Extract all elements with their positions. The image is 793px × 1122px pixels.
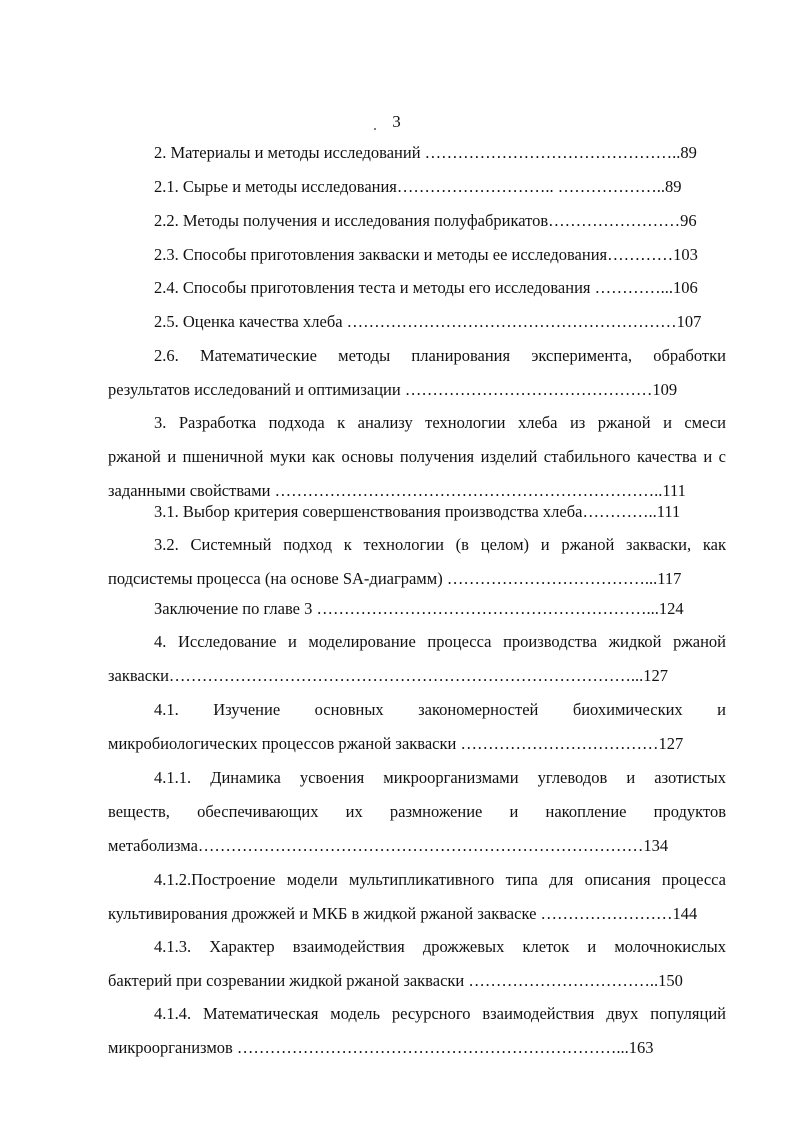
- toc-line: метаболизма………………………………………………………………………134: [108, 836, 669, 855]
- toc-line: 2.5. Оценка качества хлеба ……………………………………………………107: [154, 312, 702, 331]
- toc-entry-2-2: [108, 204, 726, 238]
- scan-speck: [374, 128, 376, 130]
- toc-entry-4-1: [108, 693, 726, 761]
- toc-entry-4-1-2: [108, 863, 726, 931]
- toc-line: 2.1. Сырье и методы исследования……………………….. ………………..89: [154, 177, 682, 196]
- toc-line: 2.6. Математические методы планирования эксперимента, обработки: [154, 346, 726, 365]
- toc-entry-2-3: [108, 238, 726, 272]
- toc-line: 2.4. Способы приготовления теста и методы его исследования …………...106: [154, 278, 698, 297]
- toc-line: подсистемы процесса (на основе SA-диаграмм) ………………………………...117: [108, 569, 682, 588]
- toc-entry-conclusion-3: [108, 592, 726, 626]
- toc-line: 3.2. Системный подход к технологии (в целом) и ржаной закваски, как: [154, 535, 726, 554]
- toc-line: Заключение по главе 3 ……………………………………………………...124: [154, 599, 684, 618]
- toc-line: 4.1.2.Построение модели мультипликативного типа для описания процесса: [154, 870, 726, 889]
- toc-line: 2.3. Способы приготовления закваски и методы ее исследования…………103: [154, 245, 698, 264]
- toc-line: результатов исследований и оптимизации ………………………………………109: [108, 380, 678, 399]
- toc-line: 4.1.1. Динамика усвоения микроорганизмами углеводов и азотистых: [154, 768, 726, 787]
- toc-line: бактерий при созревании жидкой ржаной закваски ……………………………..150: [108, 971, 683, 990]
- toc-line: заданными свойствами ……………………………………………………………..111: [108, 481, 686, 500]
- toc-line: 3. Разработка подхода к анализу технологии хлеба из ржаной и смеси: [154, 413, 726, 432]
- toc-entry-4: [108, 625, 726, 693]
- toc-line: 4.1. Изучение основных закономерностей биохимических и: [154, 700, 726, 719]
- toc-line: 3.1. Выбор критерия совершенствования производства хлеба…………..111: [154, 502, 681, 521]
- toc-line: ржаной и пшеничной муки как основы получения изделий стабильного качества и с: [108, 447, 726, 466]
- toc-entry-2: [108, 136, 726, 170]
- toc-entry-3-1: [108, 495, 726, 529]
- toc-entry-3: [108, 406, 726, 508]
- toc-line: микроорганизмов ……………………………………………………………...163: [108, 1038, 654, 1057]
- toc-line: закваски…………………………………………………………………………...127: [108, 666, 669, 685]
- toc-line: 4.1.4. Математическая модель ресурсного взаимодействия двух популяций: [154, 1004, 726, 1023]
- toc-line: 2. Материалы и методы исследований ………………………………………..89: [154, 143, 697, 162]
- toc-entry-2-5: [108, 305, 726, 339]
- toc-line: микробиологических процессов ржаной закваски ………………………………127: [108, 734, 684, 753]
- toc-entry-4-1-4: [108, 997, 726, 1065]
- toc-entry-2-1: [108, 170, 726, 204]
- toc-entry-2-6: [108, 339, 726, 407]
- toc-entry-2-4: [108, 271, 726, 305]
- toc-line: культивирования дрожжей и МКБ в жидкой ржаной закваске ……………………144: [108, 904, 698, 923]
- toc-line: 4.1.3. Характер взаимодействия дрожжевых клеток и молочнокислых: [154, 937, 726, 956]
- toc-line: 4. Исследование и моделирование процесса производства жидкой ржаной: [154, 632, 726, 651]
- toc-line: веществ, обеспечивающих их размножение и накопление продуктов: [108, 802, 726, 821]
- toc-line: 2.2. Методы получения и исследования полуфабрикатов……………………96: [154, 211, 697, 230]
- toc-entry-3-2: [108, 528, 726, 596]
- toc-entry-4-1-3: [108, 930, 726, 998]
- toc-entry-4-1-1: [108, 761, 726, 863]
- page-number: 3: [392, 112, 401, 131]
